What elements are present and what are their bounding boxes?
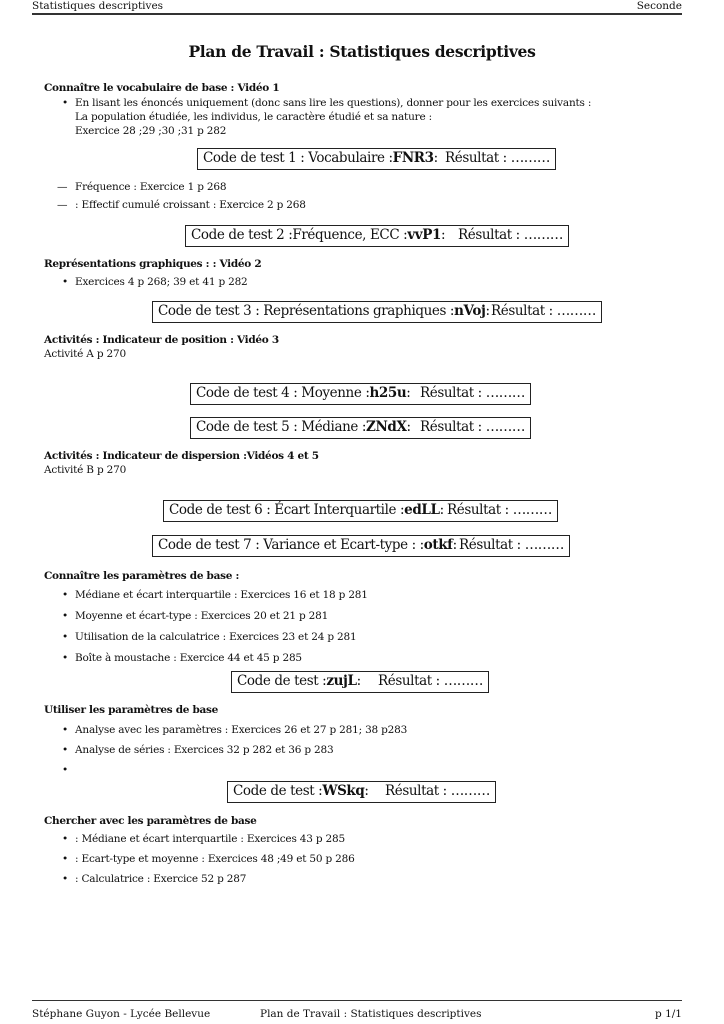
bullet-icon: • xyxy=(62,853,68,865)
list-item: — : Effectif cumulé croissant : Exercice 2 p 268 xyxy=(57,199,306,211)
section-heading-vocabulary: Connaître le vocabulaire de base : Vidéo 1 xyxy=(44,82,280,94)
section-heading-search: Chercher avec les paramètres de base xyxy=(44,815,257,827)
test-code-box-params: Code de test : zujL : Résultat : ……… xyxy=(231,671,489,693)
footer-author: Stéphane Guyon - Lycée Bellevue xyxy=(32,1008,211,1020)
header-left: Statistiques descriptives xyxy=(32,0,164,12)
list-item xyxy=(62,764,75,776)
list-item: • Analyse avec les paramètres : Exercices 26 et 27 p 281; 38 p283 xyxy=(62,724,408,736)
list-item: • Utilisation de la calculatrice : Exercices 23 et 24 p 281 xyxy=(62,631,357,643)
bullet-icon: • xyxy=(62,610,68,622)
list-item: — Fréquence : Exercice 1 p 268 xyxy=(57,181,227,193)
bullet-icon: • xyxy=(62,833,68,845)
bullet-icon: • xyxy=(62,724,68,736)
result-field: Résultat : ……… xyxy=(419,385,525,401)
test-code: zujL xyxy=(326,673,357,689)
text-line: La population étudiée, les individus, le caractère étudié et sa nature : xyxy=(75,111,432,123)
running-header xyxy=(32,0,682,15)
text-line: Activité B p 270 xyxy=(44,464,127,476)
bullet-icon: • xyxy=(62,744,68,756)
running-footer xyxy=(32,1000,682,1024)
list-item: • Exercices 4 p 268; 39 et 41 p 282 xyxy=(62,276,248,288)
result-field: Résultat : ……… xyxy=(444,150,550,166)
bullet-icon: • xyxy=(62,652,68,664)
result-field: Résultat : ……… xyxy=(377,673,483,689)
result-field: Résultat : ……… xyxy=(458,537,564,553)
section-heading-position: Activités : Indicateur de position : Vidéo 3 xyxy=(44,334,279,346)
test-code: FNR3 xyxy=(392,150,434,166)
test-code: vvP1 xyxy=(407,227,441,243)
test-code: ZNdX xyxy=(366,419,407,435)
bullet-icon: • xyxy=(62,873,68,885)
list-item: • Boîte à moustache : Exercice 44 et 45 p 285 xyxy=(62,652,302,664)
test-code: h25u xyxy=(369,385,407,401)
bullet-icon: • xyxy=(62,276,68,288)
result-field: Résultat : ……… xyxy=(419,419,525,435)
list-item: • En lisant les énoncés uniquement (donc sans lire les questions), donner pour les exercices suivants : xyxy=(62,97,592,109)
text-line: Exercice 28 ;29 ;30 ;31 p 282 xyxy=(75,125,227,137)
bullet-icon: • xyxy=(62,764,68,776)
test-code-box-4: Code de test 4 : Moyenne : h25u : Résultat : ……… xyxy=(190,383,531,405)
page-title: Plan de Travail : Statistiques descriptives xyxy=(188,42,536,61)
test-code: otkf xyxy=(423,537,453,553)
test-code-box-5: Code de test 5 : Médiane : ZNdX : Résultat : ……… xyxy=(190,417,531,439)
test-code-box-use: Code de test : WSkq : Résultat : ……… xyxy=(227,781,496,803)
list-item: • Médiane et écart interquartile : Exercices 16 et 18 p 281 xyxy=(62,589,368,601)
test-code: nVoj xyxy=(454,303,486,319)
result-field: Résultat : ……… xyxy=(446,502,552,518)
section-heading-dispersion: Activités : Indicateur de dispersion :Vidéos 4 et 5 xyxy=(44,450,319,462)
dash-icon: — xyxy=(57,199,68,211)
list-item: • : Médiane et écart interquartile : Exercices 43 p 285 xyxy=(62,833,345,845)
footer-title: Plan de Travail : Statistiques descriptives xyxy=(260,1008,482,1020)
result-field: Résultat : ……… xyxy=(384,783,490,799)
list-item: • : Calculatrice : Exercice 52 p 287 xyxy=(62,873,247,885)
result-field: Résultat : ……… xyxy=(490,303,596,319)
test-code: WSkq xyxy=(322,783,365,799)
section-heading-graphs: Représentations graphiques : : Vidéo 2 xyxy=(44,258,262,270)
test-code-box-7: Code de test 7 : Variance et Ecart-type : : otkf : Résultat : ……… xyxy=(152,535,570,557)
test-code-box-3: Code de test 3 : Représentations graphiques : nVoj : Résultat : ……… xyxy=(152,301,602,323)
test-code: edLL xyxy=(404,502,440,518)
page-number: p 1/1 xyxy=(655,1008,682,1020)
test-code-box-1: Code de test 1 : Vocabulaire : FNR3 : Résultat : ……… xyxy=(197,148,556,170)
dash-icon: — xyxy=(57,181,68,193)
section-heading-use: Utiliser les paramètres de base xyxy=(44,704,219,716)
text-line: Activité A p 270 xyxy=(44,348,126,360)
result-field: Résultat : ……… xyxy=(457,227,563,243)
test-code-box-2: Code de test 2 :Fréquence, ECC : vvP1 : Résultat : ……… xyxy=(185,225,569,247)
list-item: • : Ecart-type et moyenne : Exercices 48 ;49 et 50 p 286 xyxy=(62,853,355,865)
bullet-icon: • xyxy=(62,589,68,601)
bullet-icon: • xyxy=(62,631,68,643)
test-code-box-6: Code de test 6 : Écart Interquartile : edLL : Résultat : ……… xyxy=(163,500,558,522)
header-right: Seconde xyxy=(636,0,682,12)
list-item: • Moyenne et écart-type : Exercices 20 et 21 p 281 xyxy=(62,610,329,622)
section-heading-parameters: Connaître les paramètres de base : xyxy=(44,570,240,582)
list-item: • Analyse de séries : Exercices 32 p 282 et 36 p 283 xyxy=(62,744,334,756)
bullet-icon: • xyxy=(62,97,68,109)
